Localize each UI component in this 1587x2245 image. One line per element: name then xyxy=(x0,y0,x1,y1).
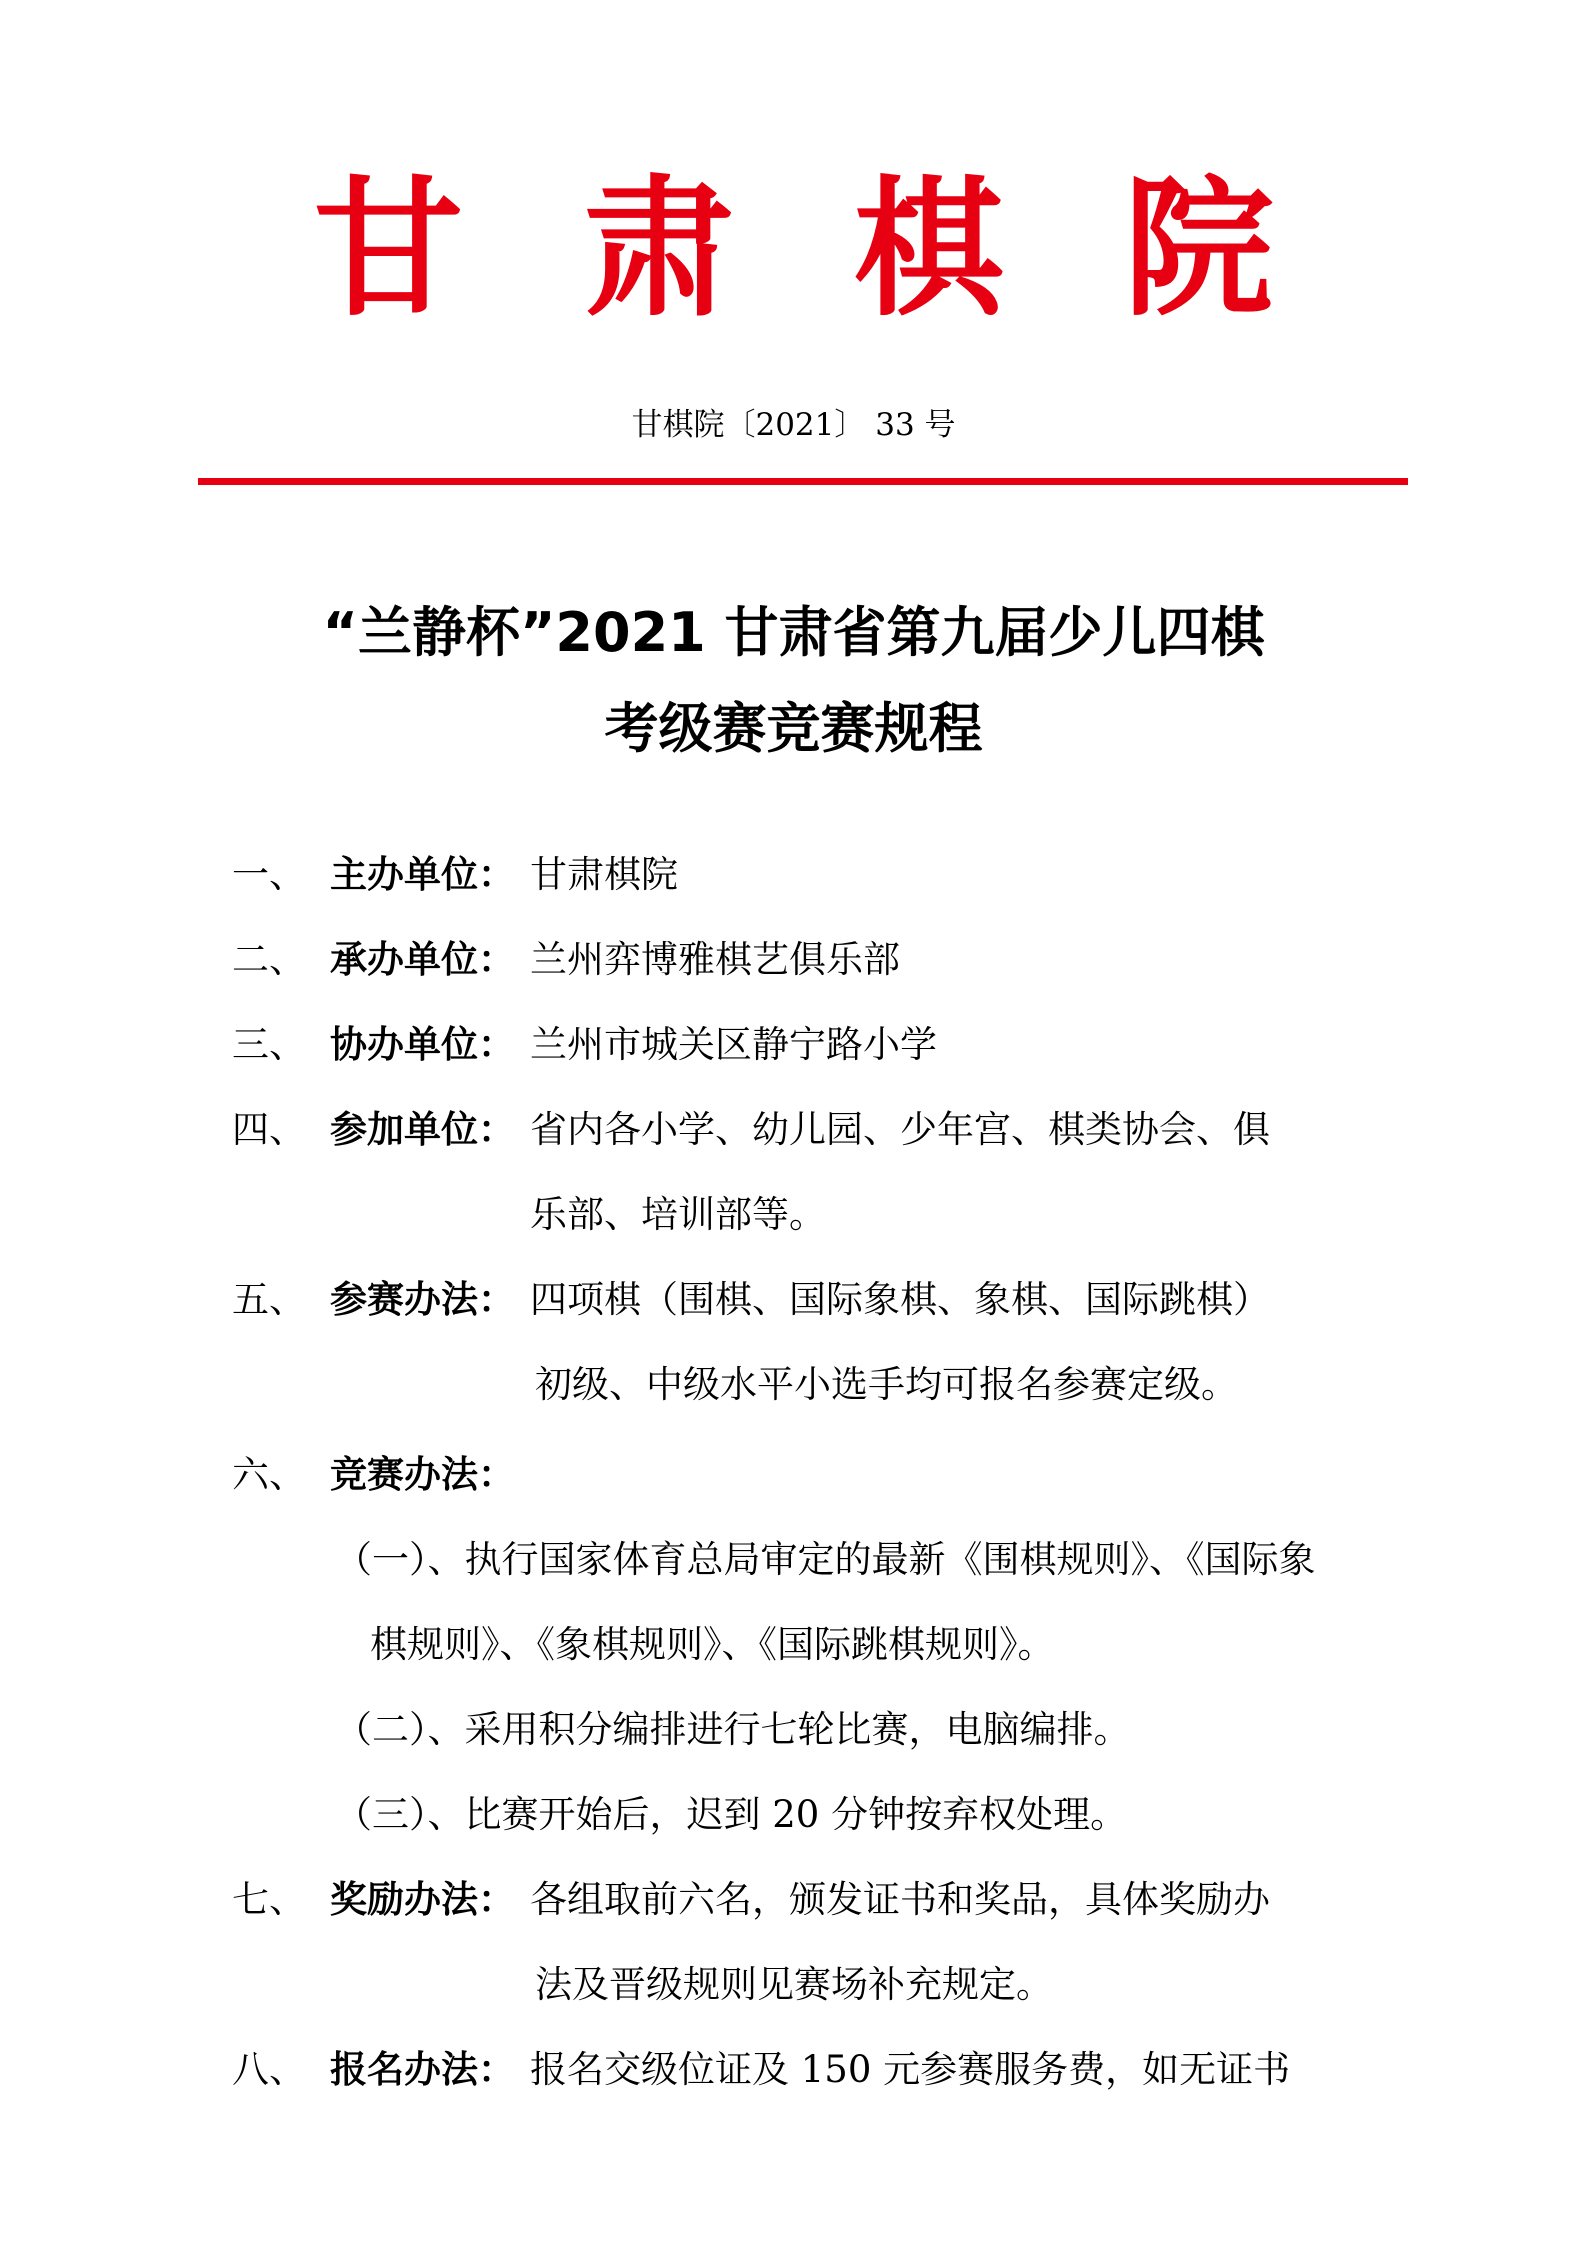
section-label: 承办单位： xyxy=(330,938,515,981)
section-number: 八、 xyxy=(232,2048,306,2091)
rule-text: （三）、比赛开始后，迟到 20 分钟按弃权处理。 xyxy=(335,1793,1128,1836)
title-line-1: “兰静杯”2021 甘肃省第九届少儿四棋 xyxy=(322,601,1265,664)
section-text: 法及晋级规则见赛场补充规定。 xyxy=(535,1963,1053,2006)
section-text: 省内各小学、幼儿园、少年宫、棋类协会、俱 xyxy=(530,1108,1270,1151)
title-line-2: 考级赛竞赛规程 xyxy=(604,697,983,760)
rule-text: 棋规则》、《象棋规则》、《国际跳棋规则》。 xyxy=(370,1623,1055,1666)
section-text: 报名交级位证及 150 元参赛服务费，如无证书 xyxy=(530,2048,1291,2091)
section-number: 三、 xyxy=(232,1023,306,1066)
section-number: 七、 xyxy=(232,1878,306,1921)
section-label: 参加单位： xyxy=(330,1108,515,1151)
section-text: 各组取前六名，颁发证书和奖品，具体奖励办 xyxy=(530,1878,1270,1921)
section-text: 兰州弈博雅棋艺俱乐部 xyxy=(530,938,900,981)
organization-name: 甘肃棋院 xyxy=(313,163,1394,337)
section-label: 主办单位： xyxy=(330,853,515,896)
section-text: 兰州市城关区静宁路小学 xyxy=(530,1023,937,1066)
red-divider-line xyxy=(198,478,1408,485)
section-text: 四项棋（围棋、国际象棋、象棋、国际跳棋） xyxy=(530,1278,1270,1321)
rule-text: （二）、采用积分编排进行七轮比赛，电脑编排。 xyxy=(335,1708,1131,1751)
rule-text: （一）、执行国家体育总局审定的最新《围棋规则》、《国际象 xyxy=(335,1538,1316,1581)
section-number: 四、 xyxy=(232,1108,306,1151)
section-text: 甘肃棋院 xyxy=(530,853,678,896)
section-label: 竞赛办法： xyxy=(330,1453,515,1496)
section-number: 一、 xyxy=(232,853,306,896)
section-label: 参赛办法： xyxy=(330,1278,515,1321)
document-title xyxy=(0,585,1587,777)
section-label: 报名办法： xyxy=(330,2048,515,2091)
section-text: 乐部、培训部等。 xyxy=(530,1193,826,1236)
document-number: 甘棋院〔2021〕 33 号 xyxy=(631,407,956,443)
section-label: 协办单位： xyxy=(330,1023,515,1066)
section-text: 初级、中级水平小选手均可报名参赛定级。 xyxy=(535,1363,1238,1406)
section-number: 六、 xyxy=(232,1453,306,1496)
section-number: 二、 xyxy=(232,938,306,981)
section-number: 五、 xyxy=(232,1278,306,1321)
section-label: 奖励办法： xyxy=(330,1878,515,1921)
